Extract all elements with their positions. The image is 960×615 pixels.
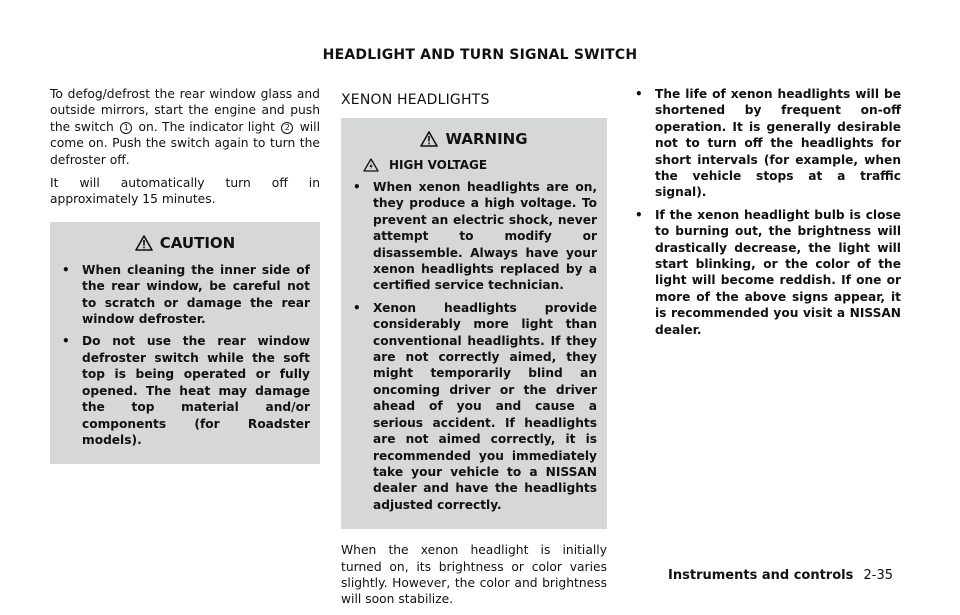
page-number: 2-35 bbox=[863, 568, 893, 583]
caution-title: CAUTION bbox=[60, 234, 310, 252]
high-voltage-subhead: HIGH VOLTAGE bbox=[363, 158, 597, 172]
callout-1-icon: 1 bbox=[120, 122, 132, 134]
list-item: • When cleaning the inner side of the rear window, be careful not to scratch or damage the rear window defroster. bbox=[60, 262, 310, 328]
column-right bbox=[633, 86, 901, 344]
warning-list bbox=[351, 179, 597, 513]
column-left bbox=[50, 86, 320, 464]
auto-off-paragraph: It will automatically turn off in approximately 15 minutes. bbox=[50, 176, 320, 207]
high-voltage-icon bbox=[363, 158, 379, 172]
footer-section-label: Instruments and controls bbox=[668, 568, 854, 583]
xenon-notes-list bbox=[633, 86, 901, 338]
caution-box bbox=[50, 222, 320, 464]
column-middle bbox=[341, 86, 607, 615]
list-item: • Do not use the rear window defroster switch while the soft top is being operated or fully opened. The heat may damage the top material and/or components (for Roadster models). bbox=[60, 333, 310, 448]
page-footer bbox=[668, 568, 893, 583]
list-item: • Xenon headlights provide considerably more light than conventional headlights. If they are not correctly aimed, they might temporarily blind an oncoming driver or the driver ahead of you and cause a serious accident. If headlights are not aimed correctly, it is recommended you immediately take your vehicle to a NISSAN dealer and have the headlights adjusted correctly. bbox=[351, 300, 597, 513]
warning-title: WARNING bbox=[351, 130, 597, 148]
page-header-title: HEADLIGHT AND TURN SIGNAL SWITCH bbox=[322, 47, 638, 63]
warning-box bbox=[341, 118, 607, 529]
section-heading: XENON HEADLIGHTS bbox=[341, 92, 490, 108]
list-item: • If the xenon headlight bulb is close to burning out, the brightness will drastically decrease, the light will start blinking, or the color of the light will become reddish. If one or more of the above signs appear, it is recommended you visit a NISSAN dealer. bbox=[633, 207, 901, 338]
warning-triangle-icon bbox=[135, 235, 153, 251]
defroster-paragraph: To defog/defrost the rear window glass and outside mirrors, start the engine and push the switch 1 on. The indicator light 2 will come on. Push the switch again to turn the defroster off. bbox=[50, 87, 320, 167]
warning-triangle-icon bbox=[420, 131, 438, 147]
callout-2-icon: 2 bbox=[281, 122, 293, 134]
list-item: • The life of xenon headlights will be shortened by frequent on-off operation. It is generally desirable not to turn off the headlights for short intervals (for example, when the vehicle stops at a traffic signal). bbox=[633, 86, 901, 201]
caution-list bbox=[60, 262, 310, 448]
xenon-stabilize-paragraph: When the xenon headlight is initially turned on, its brightness or color varies slightly. However, the color and brightness will soon stabilize. bbox=[341, 543, 607, 607]
list-item: • When xenon headlights are on, they produce a high voltage. To prevent an electric shock, never attempt to modify or disassemble. Always have your xenon headlights replaced by a certified service technician. bbox=[351, 179, 597, 294]
